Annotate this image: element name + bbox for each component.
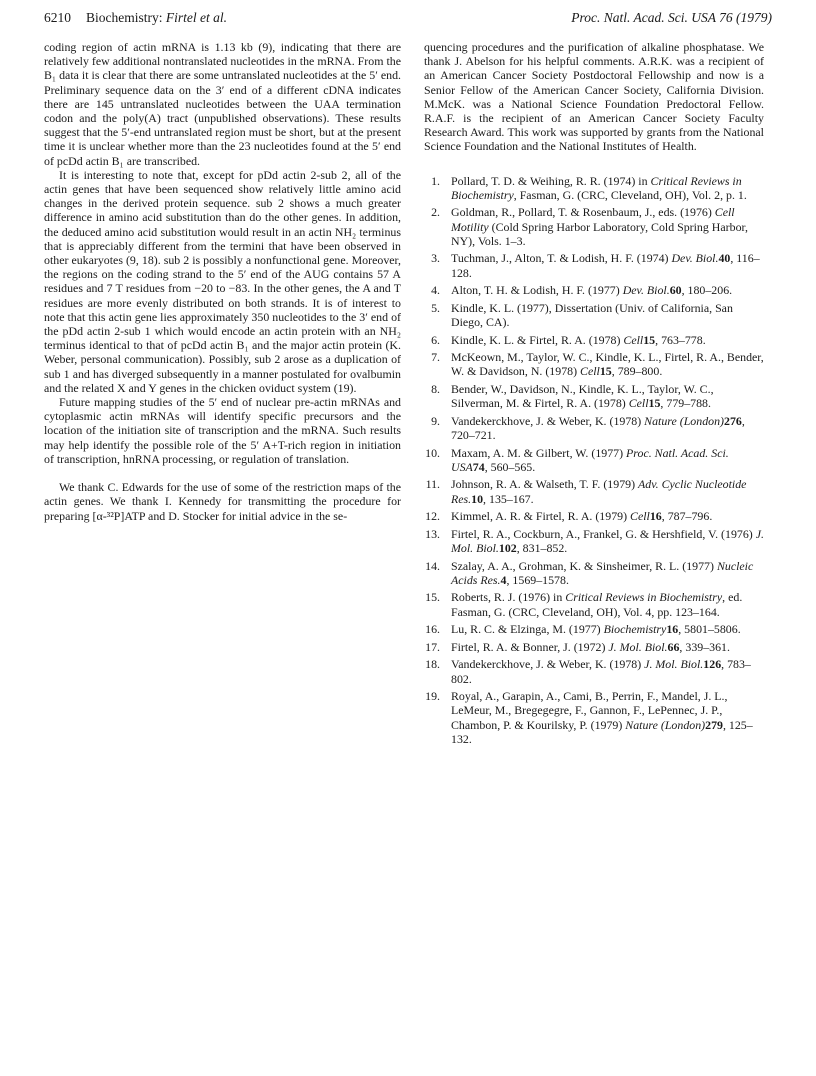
reference-number: 2. bbox=[431, 205, 440, 220]
reference-pages: , 720–721. bbox=[451, 413, 745, 442]
reference-authors: Firtel, R. A. & Bonner, J. (1972) bbox=[451, 639, 609, 654]
reference-authors: Bender, W., Davidson, N., Kindle, K. L., Taylor, W. C., Silverman, M. & Firtel, R. A. (1978) bbox=[451, 382, 714, 411]
reference-authors: Alton, T. H. & Lodish, H. F. (1977) bbox=[451, 283, 623, 298]
reference-item bbox=[424, 559, 764, 587]
reference-item bbox=[424, 509, 764, 523]
reference-authors: McKeown, M., Taylor, W. C., Kindle, K. L., Firtel, R. A., Bender, W. & Davidson, N. (1978) bbox=[451, 350, 764, 379]
reference-volume: 15 bbox=[643, 332, 656, 347]
reference-number: 16. bbox=[425, 622, 440, 637]
reference-item bbox=[424, 251, 764, 279]
reference-journal: Biochemistry bbox=[603, 622, 667, 637]
reference-volume: 279 bbox=[705, 717, 723, 732]
reference-number: 10. bbox=[425, 445, 440, 460]
reference-number: 3. bbox=[431, 251, 440, 266]
reference-pages: , 787–796. bbox=[661, 509, 713, 524]
journal-citation: Proc. Natl. Acad. Sci. USA 76 (1979) bbox=[571, 10, 772, 25]
reference-number: 12. bbox=[425, 509, 440, 524]
reference-item bbox=[424, 283, 764, 297]
reference-volume: 16 bbox=[649, 509, 662, 524]
reference-pages: , 116–128. bbox=[451, 251, 760, 280]
reference-pages: , 135–167. bbox=[483, 491, 534, 506]
reference-volume: 60 bbox=[669, 283, 682, 298]
reference-pages: , 1569–1578. bbox=[506, 572, 569, 587]
reference-authors: Kindle, K. L. & Firtel, R. A. (1978) bbox=[451, 332, 624, 347]
reference-volume: 4 bbox=[500, 572, 507, 587]
acknowledgments: We thank C. Edwards for the use of some of the restriction maps of the actin genes. We thank I. Kennedy for transmitting the procedure for preparing [α-³²P]ATP and D. Stocker for initial advice in the se- bbox=[44, 480, 401, 523]
reference-pages: , 5801–5806. bbox=[678, 622, 741, 637]
page-number: 6210 bbox=[44, 10, 71, 25]
reference-pages: , 783–802. bbox=[451, 657, 751, 686]
reference-journal: Adv. Cyclic Nucleotide Res. bbox=[451, 477, 747, 506]
reference-pages: , 560–565. bbox=[484, 459, 536, 474]
reference-number: 18. bbox=[425, 657, 440, 672]
reference-volume: 10 bbox=[471, 491, 484, 506]
reference-pages: , 831–852. bbox=[516, 540, 568, 555]
reference-number: 14. bbox=[425, 558, 440, 573]
reference-number: 13. bbox=[425, 526, 440, 541]
reference-number: 1. bbox=[431, 173, 440, 188]
reference-authors: Kindle, K. L. (1977), Dissertation (Univ. of California, San Diego, CA). bbox=[451, 300, 733, 330]
reference-number: 17. bbox=[425, 639, 440, 654]
reference-journal: J. Mol. Biol. bbox=[608, 639, 668, 654]
reference-volume: 126 bbox=[703, 657, 722, 672]
left-column bbox=[44, 40, 401, 523]
reference-number: 7. bbox=[431, 350, 440, 365]
reference-journal: Nature (London) bbox=[644, 413, 724, 428]
reference-item bbox=[424, 174, 764, 202]
reference-journal: Nature (London) bbox=[625, 717, 706, 732]
reference-pages: , 763–778. bbox=[655, 332, 706, 347]
reference-item bbox=[424, 590, 764, 618]
reference-volume: 40 bbox=[718, 251, 731, 266]
reference-journal: Nucleic Acids Res. bbox=[451, 558, 754, 587]
reference-item bbox=[424, 414, 764, 442]
reference-pages: , 125–132. bbox=[451, 717, 753, 746]
running-head bbox=[86, 10, 227, 26]
reference-item bbox=[424, 446, 764, 474]
reference-number: 4. bbox=[431, 283, 440, 298]
reference-pages: , 180–206. bbox=[681, 283, 733, 298]
reference-volume: 16 bbox=[666, 622, 679, 637]
reference-journal: Proc. Natl. Acad. Sci. USA bbox=[451, 445, 729, 474]
paragraph-actin-genes: It is interesting to note that, except for pDd actin 2-sub 2, all of the actin genes that have been sequenced show relatively little amino acid changes in the derived protein sequence. sub 2 shows a much greater difference in amino acid substitution than do the other genes. In addition, the deduced amino acid substitution would result in an actin NH₂ terminus that is appreciably different from the termini that have been observed in other eukaryotes (9, 18). sub 2 is possibly a nonfunctional gene. Moreover, the regions on the coding strand to the 5′ end of the AUG contains 57 A residues and 7 T residues from −20 to −83. In the other genes, the A and T residues are more evenly distributed on both strands. It is of interest to note that this actin gene lies approximately 350 nucleotides to the 3′ end of the pDd actin 2-sub 1 which would encode an actin protein with an NH₂ terminus identical to that of pcDd actin B₁ and the major actin protein (K. Weber, personal communication). Possibly, sub 2 arose as a duplication of sub 1 and has diverged subsequently in a manner postulated for ovalbumin and the related X and Y genes in the chicken oviduct system (19). bbox=[44, 167, 401, 395]
reference-volume: 15 bbox=[599, 364, 612, 379]
paragraph-future-mapping: Future mapping studies of the 5′ end of nuclear pre-actin mRNAs and cytoplasmic actin mRNAs will identify specific precursors and the location of the initiation site of transcription and the mRNA. Such results may help identify the possible role of the 5′ A+T-rich region in initiation of transcription, hnRNA processing, or regulation of translation. bbox=[44, 395, 401, 466]
reference-authors: Vandekerckhove, J. & Weber, K. (1978) bbox=[451, 413, 645, 428]
reference-details: , Fasman, G. (CRC, Cleveland, OH), Vol. 2, p. 1. bbox=[513, 187, 747, 202]
reference-authors: Roberts, R. J. (1976) in bbox=[451, 590, 566, 605]
reference-journal: Dev. Biol. bbox=[671, 251, 719, 266]
reference-item bbox=[424, 477, 764, 505]
reference-journal: J. Mol. Biol. bbox=[644, 657, 704, 672]
running-authors: Firtel et al. bbox=[165, 10, 227, 25]
reference-authors: Firtel, R. A., Cockburn, A., Frankel, G. & Hershfield, V. (1976) bbox=[451, 526, 756, 541]
page-header bbox=[44, 10, 772, 32]
right-column bbox=[424, 40, 764, 749]
reference-item bbox=[424, 527, 764, 555]
reference-pages: , 789–800. bbox=[611, 364, 663, 379]
reference-volume: 276 bbox=[724, 413, 742, 428]
reference-item bbox=[424, 350, 764, 378]
reference-volume: 74 bbox=[472, 459, 485, 474]
reference-journal: Cell bbox=[630, 509, 650, 524]
reference-number: 5. bbox=[431, 300, 440, 315]
reference-authors: Lu, R. C. & Elzinga, M. (1977) bbox=[451, 622, 604, 637]
reference-journal: Dev. Biol. bbox=[622, 283, 670, 298]
reference-pages: , 779–788. bbox=[660, 396, 711, 411]
reference-item bbox=[424, 640, 764, 654]
reference-authors: Maxam, A. M. & Gilbert, W. (1977) bbox=[451, 445, 627, 460]
reference-item bbox=[424, 657, 764, 685]
reference-journal: J. Mol. Biol. bbox=[451, 526, 764, 555]
reference-authors: Vandekerckhove, J. & Weber, K. (1978) bbox=[451, 657, 645, 672]
reference-number: 6. bbox=[431, 332, 440, 347]
reference-number: 9. bbox=[431, 413, 440, 428]
reference-item bbox=[424, 382, 764, 410]
reference-pages: , 339–361. bbox=[679, 639, 730, 654]
reference-authors: Johnson, R. A. & Walseth, T. F. (1979) bbox=[451, 477, 639, 492]
acknowledgments-continued: quencing procedures and the purification of alkaline phosphatase. We thank J. Abelson for his helpful comments. A.R.K. was a recipient of an American Cancer Society Postdoctoral Fellowship and now is a Senior Fellow of the American Cancer Society, California Division. M.McK. was a National Science Foundation Predoctoral Fellow. R.A.F. is the recipient of an American Cancer Society Faculty Research Award. This work was supported by grants from the National Science Foundation and the National Institutes of Health. bbox=[424, 40, 764, 154]
reference-item bbox=[424, 205, 764, 248]
reference-journal: Critical Reviews in Biochemistry bbox=[451, 173, 742, 202]
reference-journal: Cell bbox=[623, 332, 644, 347]
reference-number: 11. bbox=[425, 477, 440, 492]
reference-authors: Goldman, R., Pollard, T. & Rosenbaum, J., eds. (1976) bbox=[451, 205, 715, 220]
reference-journal: Cell bbox=[580, 364, 600, 379]
reference-authors: Szalay, A. A., Grohman, K. & Sinsheimer, R. L. (1977) bbox=[451, 558, 717, 573]
reference-authors: Royal, A., Garapin, A., Cami, B., Perrin, F., Mandel, J. L., LeMeur, M., Bregegegre, F., Gannon, F., LePennec, J. P., Chambon, P. & Kourilsky, P. (1979) bbox=[451, 689, 728, 732]
reference-volume: 15 bbox=[648, 396, 661, 411]
reference-item bbox=[424, 689, 764, 746]
reference-number: 15. bbox=[425, 590, 440, 605]
reference-authors: Kimmel, A. R. & Firtel, R. A. (1979) bbox=[451, 509, 631, 524]
reference-item bbox=[424, 301, 764, 329]
reference-journal: Cell bbox=[628, 396, 649, 411]
reference-item bbox=[424, 333, 764, 347]
reference-authors: Tuchman, J., Alton, T. & Lodish, H. F. (1974) bbox=[451, 251, 672, 266]
reference-journal: Critical Reviews in Biochemistry bbox=[565, 590, 723, 605]
reference-number: 8. bbox=[431, 382, 440, 396]
reference-volume: 102 bbox=[498, 540, 517, 555]
reference-item bbox=[424, 622, 764, 636]
reference-number: 19. bbox=[425, 689, 440, 704]
reference-volume: 66 bbox=[667, 639, 680, 654]
reference-details: , ed. Fasman, G. (CRC, Cleveland, OH), Vol. 4, pp. 123–164. bbox=[451, 590, 743, 619]
paragraph-continuation: coding region of actin mRNA is 1.13 kb (9), indicating that there are relatively few additional nontranslated nucleotides in the mRNA. From the B₁ data it is clear that there are some untranslated nucleotides at the 5′ end. Preliminary sequence data on the 3′ end of a different cDNA indicates there are 145 untranslated nucleotides between the UAA termination codon and the poly(A) tract (unpublished observations). These results suggest that the 5′-end untranslated region must be short, but at the present time it is unclear whether more than the 23 nucleotides found at the 5′ end of pcDd actin B₁ are transcribed. bbox=[44, 40, 401, 168]
journal-section: Biochemistry: bbox=[86, 10, 163, 25]
reference-list bbox=[424, 174, 764, 746]
reference-journal: Cell Motility bbox=[451, 205, 735, 234]
reference-details: (Cold Spring Harbor Laboratory, Cold Spring Harbor, NY), Vols. 1–3. bbox=[451, 219, 748, 248]
reference-authors: Pollard, T. D. & Weihing, R. R. (1974) in bbox=[451, 173, 651, 188]
